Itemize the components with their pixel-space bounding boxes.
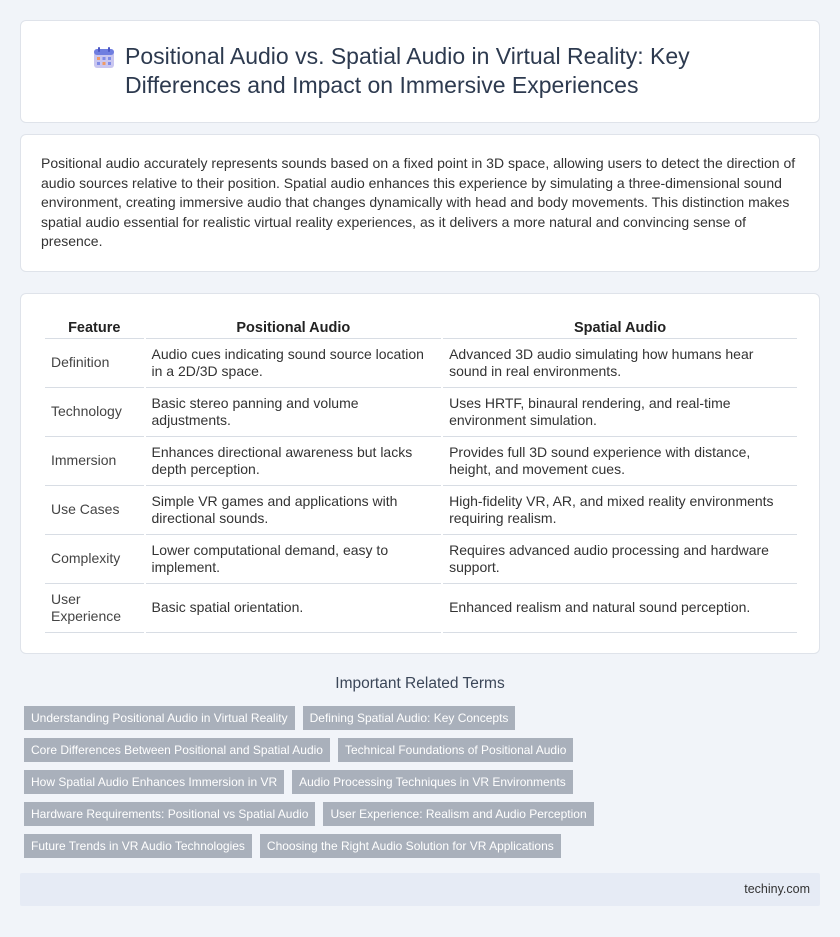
spatial-cell: Provides full 3D sound experience with distance, height, and movement cues. (443, 437, 797, 486)
table-row (45, 584, 797, 633)
positional-cell: Enhances directional awareness but lacks depth perception. (146, 437, 442, 486)
feature-cell: Definition (45, 339, 144, 388)
footer-site-name[interactable]: techiny.com (744, 882, 810, 896)
feature-cell: Complexity (45, 535, 144, 584)
spatial-cell: High-fidelity VR, AR, and mixed reality environments requiring realism. (443, 486, 797, 535)
comparison-table (43, 314, 799, 633)
positional-cell: Basic stereo panning and volume adjustments. (146, 388, 442, 437)
related-terms-title: Important Related Terms (335, 675, 505, 692)
related-term-tag[interactable]: Audio Processing Techniques in VR Environments (292, 770, 573, 794)
feature-cell: User Experience (45, 584, 144, 633)
tag-row (24, 834, 804, 858)
comparison-card (20, 293, 820, 654)
spatial-cell: Advanced 3D audio simulating how humans hear sound in real environments. (443, 339, 797, 388)
positional-cell: Basic spatial orientation. (146, 584, 442, 633)
table-row (45, 535, 797, 584)
intro-card (20, 134, 820, 272)
feature-cell: Immersion (45, 437, 144, 486)
feature-cell: Use Cases (45, 486, 144, 535)
table-row (45, 486, 797, 535)
related-term-tag[interactable]: Future Trends in VR Audio Technologies (24, 834, 252, 858)
positional-cell: Audio cues indicating sound source location in a 2D/3D space. (146, 339, 442, 388)
calendar-icon (92, 46, 116, 70)
table-row (45, 388, 797, 437)
footer (20, 873, 820, 906)
page-title: Positional Audio vs. Spatial Audio in Virtual Reality: Key Differences and Impact on Immersive Experiences (125, 43, 690, 98)
feature-cell: Technology (45, 388, 144, 437)
related-term-tag[interactable]: Core Differences Between Positional and Spatial Audio (24, 738, 330, 762)
spatial-cell: Uses HRTF, binaural rendering, and real-time environment simulation. (443, 388, 797, 437)
title-wrap (125, 42, 765, 100)
related-term-tag[interactable]: User Experience: Realism and Audio Perception (323, 802, 593, 826)
related-term-tag[interactable]: Choosing the Right Audio Solution for VR Applications (260, 834, 561, 858)
related-term-tag[interactable]: How Spatial Audio Enhances Immersion in VR (24, 770, 284, 794)
related-terms-list (24, 706, 804, 866)
tag-row (24, 738, 804, 762)
table-header-row (45, 314, 797, 339)
positional-cell: Lower computational demand, easy to implement. (146, 535, 442, 584)
tag-row (24, 706, 804, 730)
header-spatial-audio: Spatial Audio (443, 314, 797, 339)
spatial-cell: Requires advanced audio processing and hardware support. (443, 535, 797, 584)
tag-row (24, 802, 804, 826)
related-term-tag[interactable]: Hardware Requirements: Positional vs Spatial Audio (24, 802, 315, 826)
table-row (45, 437, 797, 486)
header-card (20, 20, 820, 123)
table-row (45, 339, 797, 388)
tag-row (24, 770, 804, 794)
related-term-tag[interactable]: Understanding Positional Audio in Virtual Reality (24, 706, 295, 730)
header-positional-audio: Positional Audio (146, 314, 442, 339)
spatial-cell: Enhanced realism and natural sound perception. (443, 584, 797, 633)
positional-cell: Simple VR games and applications with directional sounds. (146, 486, 442, 535)
related-term-tag[interactable]: Technical Foundations of Positional Audio (338, 738, 573, 762)
related-term-tag[interactable]: Defining Spatial Audio: Key Concepts (303, 706, 516, 730)
header-feature: Feature (45, 314, 144, 339)
intro-paragraph: Positional audio accurately represents sounds based on a fixed point in 3D space, allowing users to detect the direction of audio sources relative to their position. Spatial audio enhances this experience by simulating a three-dimensional sound environment, creating immersive audio that changes dynamically with head and body movements. This distinction makes spatial audio essential for realistic virtual reality experiences, as it delivers a more natural and convincing sense of presence. (41, 155, 796, 249)
